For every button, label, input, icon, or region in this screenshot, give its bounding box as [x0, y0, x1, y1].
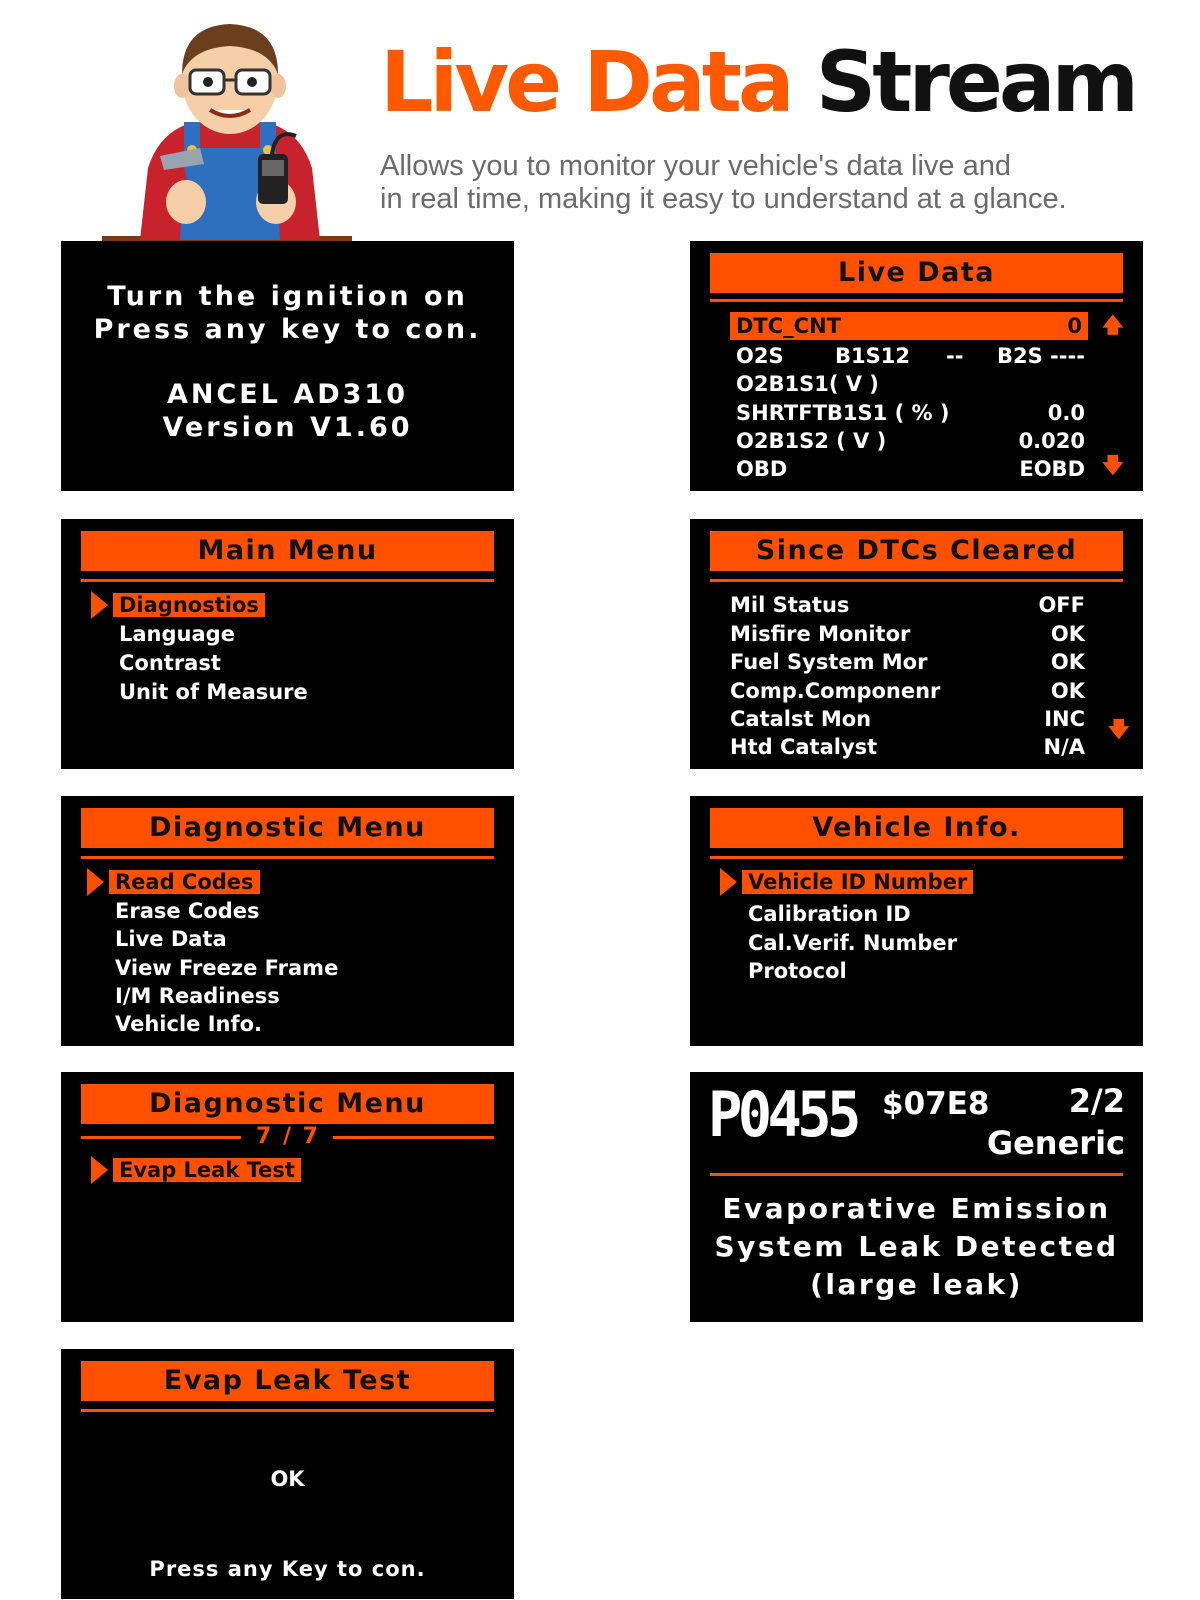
arrow-down-icon[interactable]: 🡇	[1102, 453, 1124, 477]
obd-value: EOBD	[1019, 457, 1085, 481]
menu-item-live-data[interactable]: Live Data	[115, 927, 227, 951]
since-dtcs-cleared-screen	[690, 519, 1143, 769]
diagnostic-menu-screen	[61, 796, 514, 1046]
selection-pointer-icon	[87, 868, 104, 896]
since-dtcs-header: Since DTCs Cleared	[710, 531, 1123, 571]
menu-item-unit-of-measure[interactable]: Unit of Measure	[119, 680, 308, 704]
subtitle-line-1: Allows you to monitor your vehicle's data live and	[380, 150, 1011, 182]
mil-status-value: OFF	[1038, 593, 1085, 617]
code-type: Generic	[986, 1124, 1125, 1162]
menu-item-cal-verif-number[interactable]: Cal.Verif. Number	[748, 931, 957, 955]
menu-item-im-readiness[interactable]: I/M Readiness	[115, 984, 280, 1008]
menu-item-label: Read Codes	[109, 870, 260, 894]
page-title	[380, 33, 1136, 131]
header-divider	[710, 1173, 1123, 1176]
live-data-header: Live Data	[710, 253, 1123, 293]
title-stream: Stream	[815, 33, 1136, 131]
menu-item-label: Diagnostios	[113, 593, 265, 617]
header-divider	[81, 856, 494, 859]
comp-component-label: Comp.Componenr	[730, 679, 941, 703]
continue-prompt[interactable]: Press any Key to con.	[149, 1557, 426, 1581]
misfire-monitor-value: OK	[1050, 622, 1085, 646]
subtitle-line-2: in real time, making it easy to understand at a glance.	[380, 183, 1067, 215]
diagnostic-menu-header: Diagnostic Menu	[81, 808, 494, 848]
diagnostic-menu-page-screen	[61, 1072, 514, 1322]
o2b1s1-label: O2B1S1( V )	[736, 372, 879, 396]
shrtftb1s1-value: 0.0	[1047, 401, 1085, 425]
mechanic-mascot-illustration	[100, 18, 370, 246]
shrtftb1s1-label: SHRTFTB1S1 ( % )	[736, 401, 950, 425]
selection-pointer-icon	[720, 868, 737, 896]
o2b1s2-label: O2B1S2 ( V )	[736, 429, 887, 453]
menu-item-read-codes[interactable]	[109, 868, 260, 896]
dtc-cnt-value: 0	[1067, 314, 1082, 338]
header-divider-right	[333, 1136, 494, 1139]
dtc-code: P0455	[708, 1078, 857, 1151]
menu-item-diagnostics[interactable]	[113, 591, 265, 619]
main-menu-header: Main Menu	[81, 531, 494, 571]
o2s-b1-value: --	[946, 344, 964, 368]
htd-catalyst-value: N/A	[1043, 735, 1085, 759]
o2b1s2-value: 0.020	[1018, 429, 1085, 453]
menu-item-protocol[interactable]: Protocol	[748, 959, 847, 983]
boot-line-1: Turn the ignition on	[107, 281, 468, 312]
selection-pointer-icon	[91, 1156, 108, 1184]
arrow-down-icon[interactable]: 🡇	[1108, 717, 1130, 741]
menu-item-vehicle-id-number[interactable]	[742, 868, 973, 896]
ecu-address: $07E8	[882, 1086, 990, 1122]
selection-pointer-icon	[91, 591, 108, 619]
boot-screen	[61, 241, 514, 491]
o2s-label: O2S	[736, 344, 784, 368]
menu-item-label: Evap Leak Test	[113, 1158, 301, 1182]
mil-status-label: Mil Status	[730, 593, 850, 617]
obd-label: OBD	[736, 457, 788, 481]
live-data-row-selected[interactable]	[730, 312, 1088, 340]
diagnostic-menu-header: Diagnostic Menu	[81, 1084, 494, 1124]
menu-item-view-freeze-frame[interactable]: View Freeze Frame	[115, 956, 339, 980]
htd-catalyst-label: Htd Catalyst	[730, 735, 878, 759]
vehicle-info-header: Vehicle Info.	[710, 808, 1123, 848]
test-result: OK	[270, 1467, 305, 1491]
code-description-line-1: Evaporative Emission	[722, 1192, 1111, 1225]
menu-item-calibration-id[interactable]: Calibration ID	[748, 902, 911, 926]
fuel-system-label: Fuel System Mor	[730, 650, 928, 674]
menu-item-evap-leak-test[interactable]	[113, 1156, 301, 1184]
code-description-line-2: System Leak Detected	[714, 1230, 1119, 1263]
arrow-up-icon[interactable]: 🡅	[1102, 313, 1124, 337]
menu-item-erase-codes[interactable]: Erase Codes	[115, 899, 260, 923]
catalyst-mon-label: Catalst Mon	[730, 707, 872, 731]
title-live-data: Live Data	[380, 33, 791, 131]
code-page-count: 2/2	[1068, 1082, 1125, 1120]
header-divider	[710, 299, 1123, 302]
page-indicator: 7 / 7	[256, 1124, 320, 1149]
dtc-cnt-label: DTC_CNT	[736, 314, 841, 338]
main-menu-screen	[61, 519, 514, 769]
boot-version: Version V1.60	[162, 412, 413, 443]
boot-line-2: Press any key to con.	[93, 314, 482, 345]
comp-component-value: OK	[1050, 679, 1085, 703]
menu-item-contrast[interactable]: Contrast	[119, 651, 221, 675]
evap-leak-test-screen	[61, 1349, 514, 1599]
header-divider	[710, 856, 1123, 859]
menu-item-language[interactable]: Language	[119, 622, 235, 646]
page-subtitle	[380, 150, 1160, 216]
catalyst-mon-value: INC	[1044, 707, 1085, 731]
trouble-code-screen	[690, 1072, 1143, 1322]
evap-leak-test-header: Evap Leak Test	[81, 1361, 494, 1401]
code-description-line-3: (large leak)	[810, 1268, 1023, 1301]
misfire-monitor-label: Misfire Monitor	[730, 622, 911, 646]
menu-item-label: Vehicle ID Number	[742, 870, 973, 894]
header-divider	[81, 1409, 494, 1412]
boot-model: ANCEL AD310	[166, 379, 409, 410]
header-divider-left	[81, 1136, 241, 1139]
header-divider	[81, 579, 494, 582]
o2s-b1s12: B1S12	[835, 344, 910, 368]
menu-item-vehicle-info[interactable]: Vehicle Info.	[115, 1012, 262, 1036]
o2s-b2s: B2S ----	[997, 344, 1085, 368]
header-divider	[710, 579, 1123, 582]
live-data-screen	[690, 241, 1143, 491]
fuel-system-value: OK	[1050, 650, 1085, 674]
vehicle-info-screen	[690, 796, 1143, 1046]
